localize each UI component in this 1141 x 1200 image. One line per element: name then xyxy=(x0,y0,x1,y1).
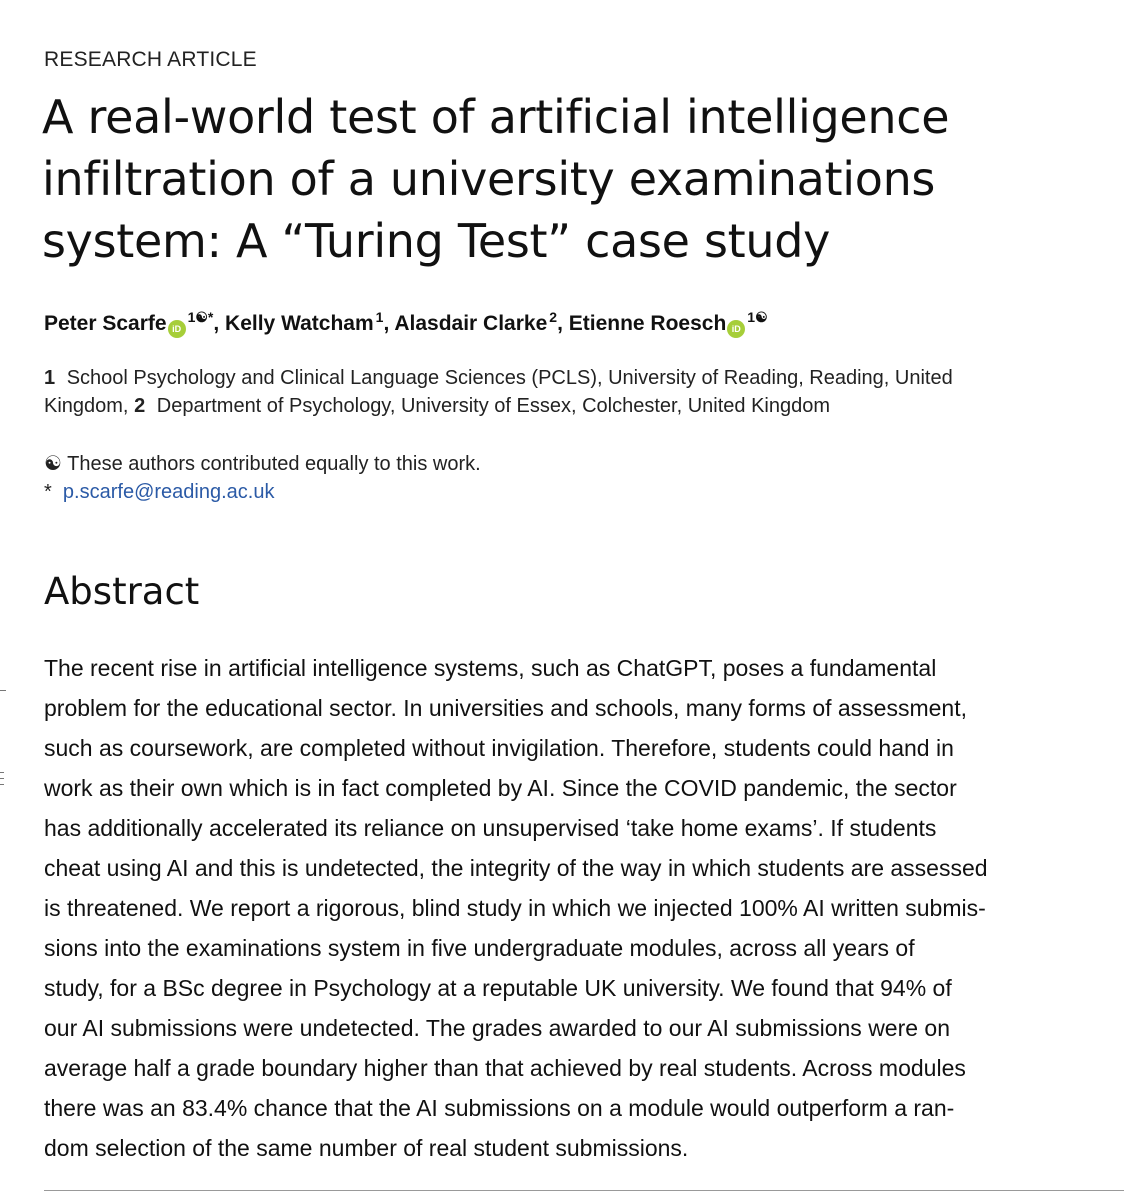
title-line: A real-world test of artificial intelligence xyxy=(42,90,950,144)
abstract-line: average half a grade boundary higher than that achieved by real students. Across modules xyxy=(44,1055,966,1081)
orcid-icon[interactable]: iD xyxy=(727,320,745,338)
author-name[interactable]: Kelly Watcham xyxy=(225,312,374,335)
affiliation-number: 1 xyxy=(44,367,56,389)
abstract-line: cheat using AI and this is undetected, the integrity of the way in which students are assessed xyxy=(44,855,988,881)
margin-mark xyxy=(0,772,4,773)
abstract-line: study, for a BSc degree in Psychology at a reputable UK university. We found that 94% of xyxy=(44,975,952,1001)
title-line: infiltration of a university examinations xyxy=(42,152,936,206)
affiliation-text: School Psychology and Clinical Language Sciences (PCLS), University of Reading, Reading, United xyxy=(66,367,953,389)
abstract-line: our AI submissions were undetected. The grades awarded to our AI submissions were on xyxy=(44,1015,951,1041)
author-list xyxy=(44,309,768,338)
affiliations xyxy=(44,364,1084,420)
author-marks: 1☯* xyxy=(187,309,214,325)
author-separator: , xyxy=(213,312,226,335)
abstract-line: sions into the examinations system in five undergraduate modules, across all years of xyxy=(44,935,915,961)
affiliation-text: Department of Psychology, University of Essex, Colchester, United Kingdom xyxy=(156,395,831,417)
affiliation-line xyxy=(44,364,1084,392)
abstract-line: such as coursework, are completed without invigilation. Therefore, students could hand in xyxy=(44,735,954,761)
abstract-body xyxy=(44,648,1124,1168)
abstract-line: there was an 83.4% chance that the AI submissions on a module would outperform a ran- xyxy=(44,1095,955,1121)
margin-mark xyxy=(0,778,4,779)
article-type-label: RESEARCH ARTICLE xyxy=(44,48,257,71)
orcid-icon[interactable]: iD xyxy=(168,320,186,338)
author-separator: , xyxy=(557,312,569,335)
equal-contribution-note xyxy=(44,450,481,478)
abstract-heading: Abstract xyxy=(44,570,200,613)
author-marks: 2 xyxy=(549,309,558,325)
corresponding-symbol: * xyxy=(44,481,52,503)
affiliation-line xyxy=(44,392,1084,420)
author-notes xyxy=(44,450,481,506)
margin-mark xyxy=(0,784,4,785)
email-link[interactable]: p.scarfe@reading.ac.uk xyxy=(62,481,275,503)
abstract-line: has additionally accelerated its reliance on unsupervised ‘take home exams’. If students xyxy=(44,815,937,841)
article-title xyxy=(42,86,1042,272)
margin-mark xyxy=(0,690,6,691)
author-separator: , xyxy=(383,312,395,335)
abstract-line: problem for the educational sector. In universities and schools, many forms of assessment, xyxy=(44,695,967,721)
affiliation-text: Kingdom, xyxy=(44,395,129,417)
abstract-line: is threatened. We report a rigorous, blind study in which we injected 100% AI written submis- xyxy=(44,895,986,921)
abstract-line: work as their own which is in fact completed by AI. Since the COVID pandemic, the sector xyxy=(44,775,957,801)
section-divider xyxy=(44,1190,1124,1191)
affiliation-number: 2 xyxy=(134,395,146,417)
author-name[interactable]: Peter Scarfe xyxy=(44,312,167,335)
title-line: system: A “Turing Test” case study xyxy=(42,214,831,268)
abstract-line: dom selection of the same number of real student submissions. xyxy=(44,1135,689,1161)
author-name[interactable]: Alasdair Clarke xyxy=(394,312,548,335)
corresponding-author-note xyxy=(44,478,481,506)
author-marks: 1 xyxy=(375,309,384,325)
equal-contribution-text: These authors contributed equally to this work. xyxy=(67,453,481,475)
equal-contribution-icon: ☯ xyxy=(44,453,62,475)
author-name[interactable]: Etienne Roesch xyxy=(568,312,727,335)
abstract-line: The recent rise in artificial intelligence systems, such as ChatGPT, poses a fundamental xyxy=(44,655,937,681)
author-marks: 1☯ xyxy=(747,309,768,325)
